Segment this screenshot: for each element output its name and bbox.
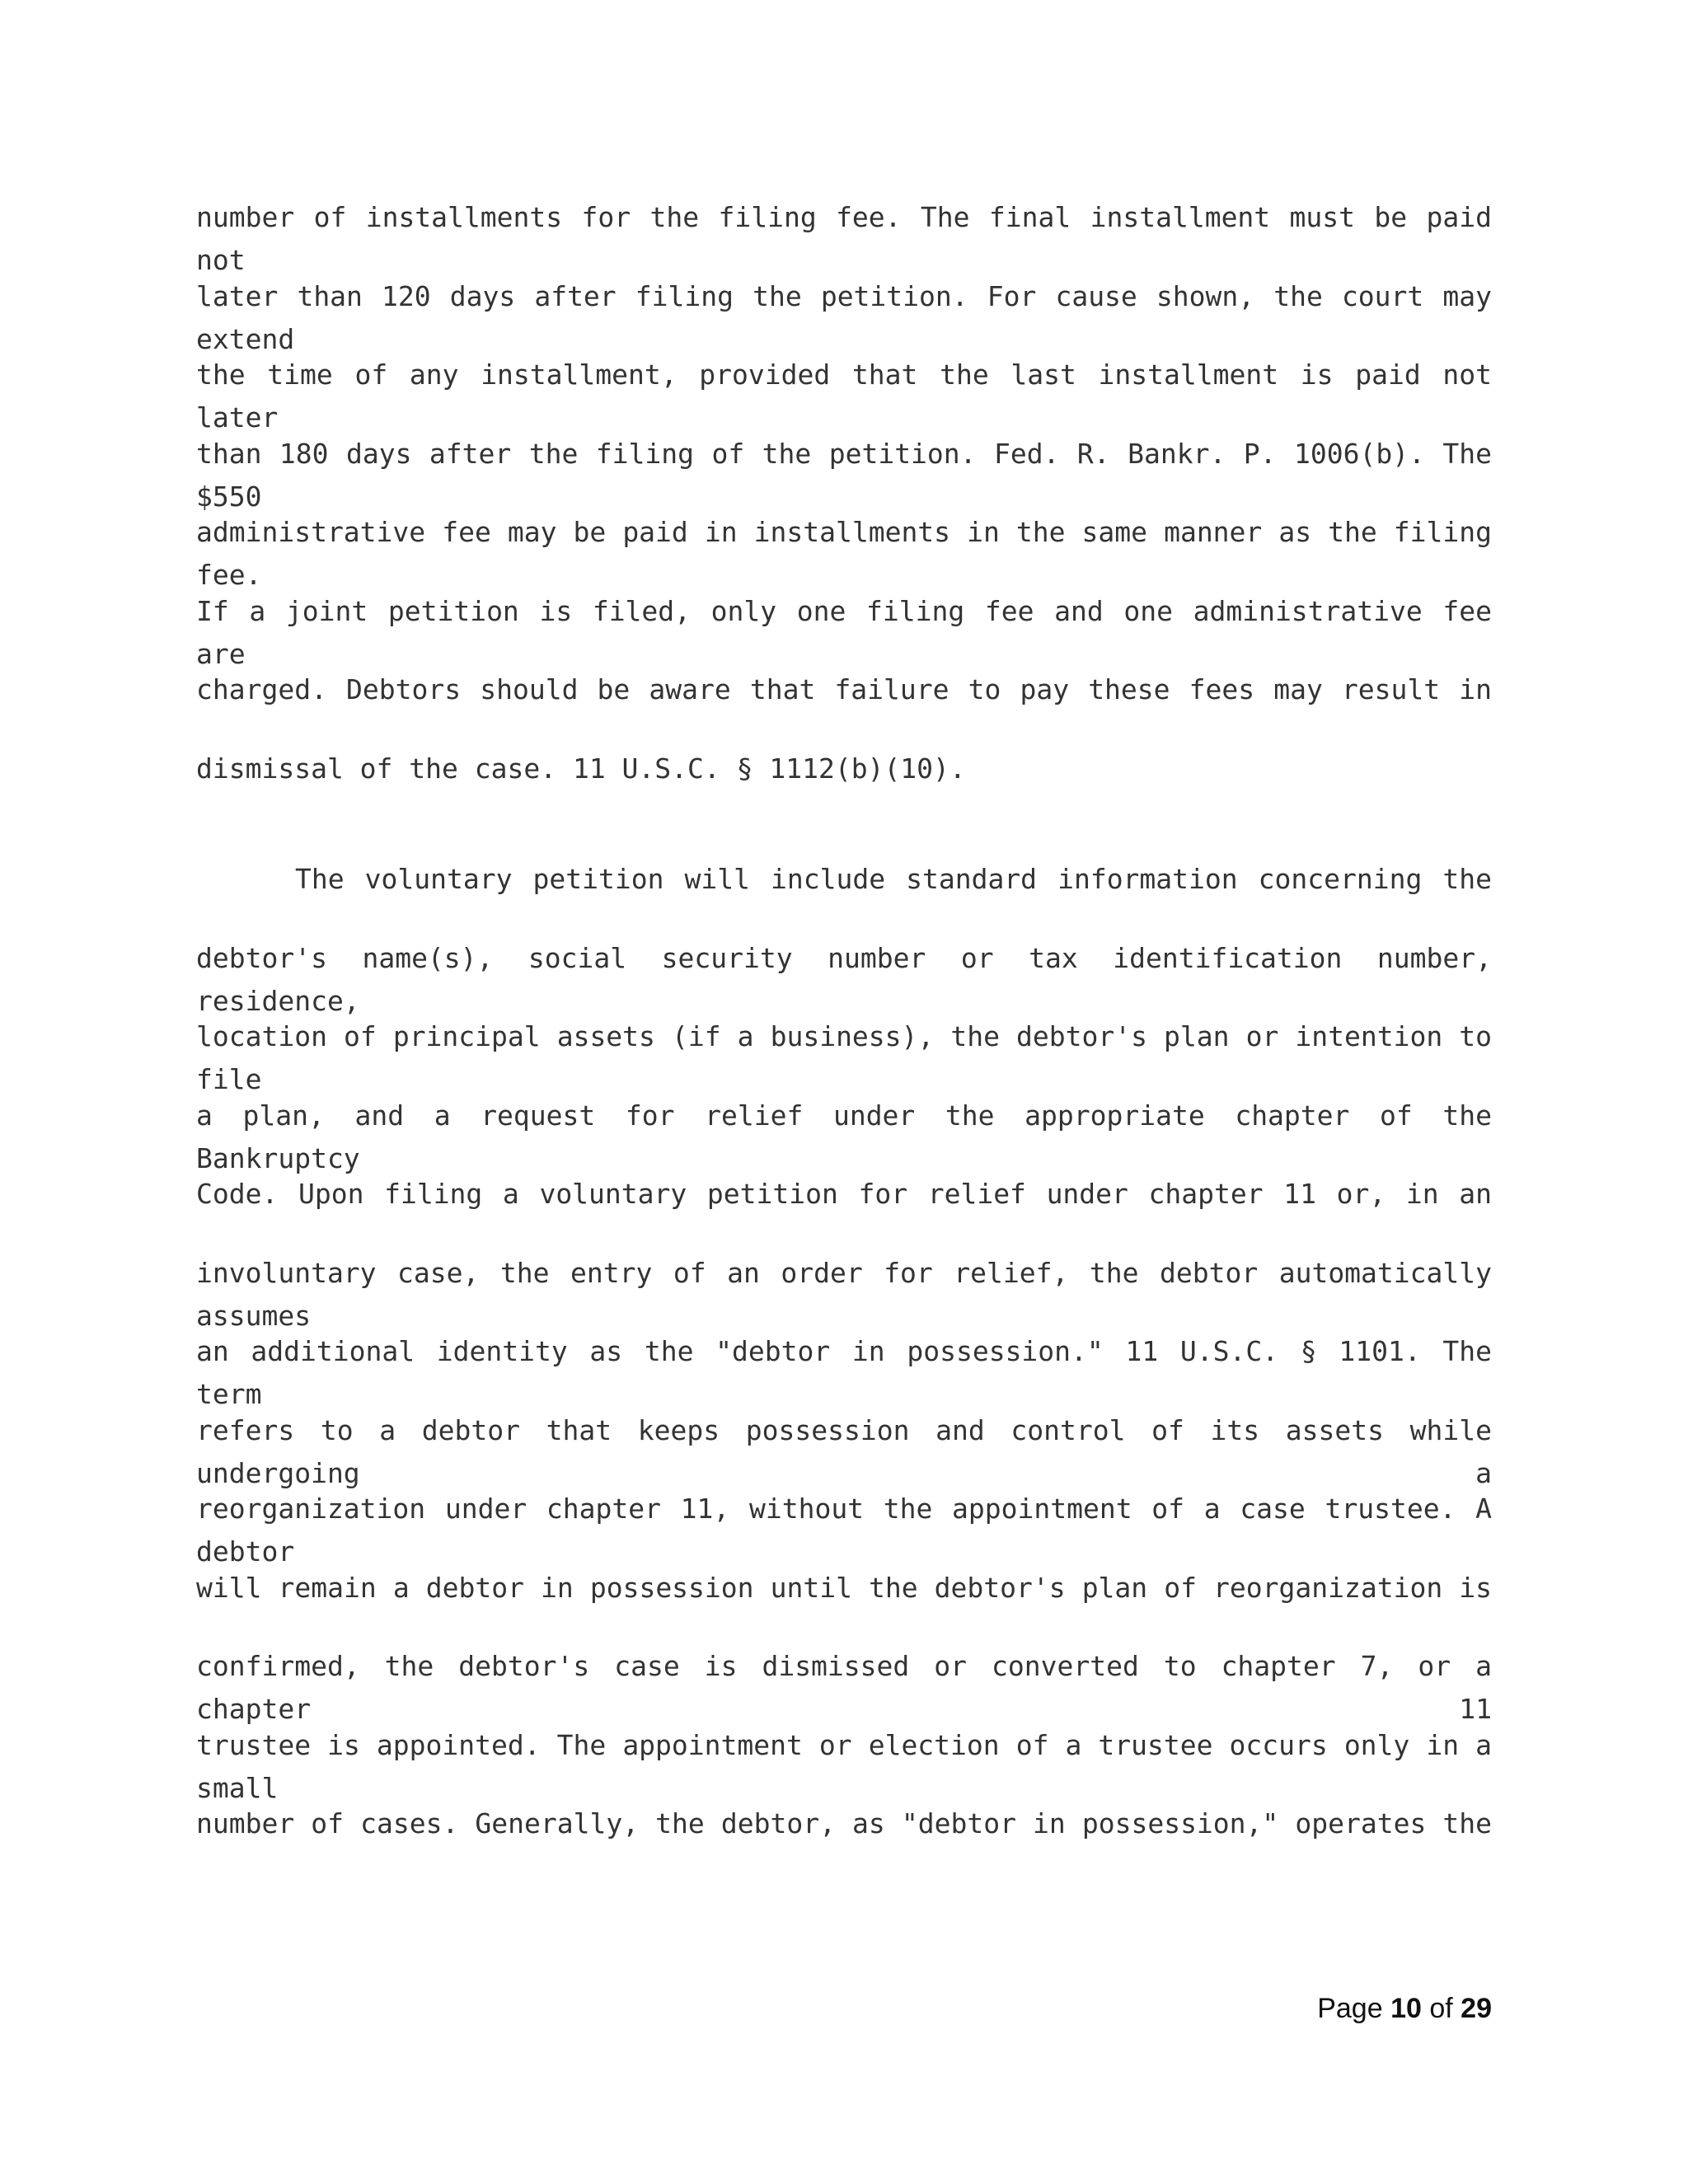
text-line: refers to a debtor that keeps possession and control of its assets while undergoing a <box>196 1413 1492 1489</box>
of-label: of <box>1429 1993 1453 2024</box>
text-line: Code. Upon filing a voluntary petition for relief under chapter 11 or, in an <box>196 1178 1492 1210</box>
paragraph-1 <box>196 196 1492 826</box>
text-line: an additional identity as the "debtor in possession." 11 U.S.C. § 1101. The term <box>196 1335 1492 1410</box>
text-line: involuntary case, the entry of an order for relief, the debtor automatically assumes <box>196 1256 1492 1332</box>
body-text <box>196 196 1492 1882</box>
text-line: number of installments for the filing fee. The final installment must be paid not <box>196 201 1492 276</box>
text-line: location of principal assets (if a business), the debtor's plan or intention to file <box>196 1020 1492 1095</box>
page-total: 29 <box>1461 1993 1492 2024</box>
text-line: charged. Debtors should be aware that failure to pay these fees may result in <box>196 673 1492 705</box>
text-line: reorganization under chapter 11, without the appointment of a case trustee. A debtor <box>196 1493 1492 1568</box>
text-line: confirmed, the debtor's case is dismissed or converted to chapter 7, or a chapter 11 <box>196 1650 1492 1725</box>
text-line: trustee is appointed. The appointment or election of a trustee occurs only in a small <box>196 1728 1492 1804</box>
text-line: later than 120 days after filing the petition. For cause shown, the court may extend <box>196 279 1492 355</box>
text-line: the time of any installment, provided that the last installment is paid not later <box>196 359 1492 434</box>
text-line: debtor's name(s), social security number or tax identification number, residence, <box>196 941 1492 1017</box>
text-line: a plan, and a request for relief under the appropriate chapter of the Bankruptcy <box>196 1099 1492 1174</box>
text-line: will remain a debtor in possession until the debtor's plan of reorganization is <box>196 1571 1492 1604</box>
text-line: The voluntary petition will include standard information concerning the <box>295 863 1492 895</box>
text-line: number of cases. Generally, the debtor, as "debtor in possession," operates the <box>196 1807 1492 1840</box>
page-footer <box>1317 1993 1492 2025</box>
text-line: than 180 days after the filing of the petition. Fed. R. Bankr. P. 1006(b). The $550 <box>196 437 1492 513</box>
text-line: If a joint petition is filed, only one filing fee and one administrative fee are <box>196 594 1492 670</box>
text-line: dismissal of the case. 11 U.S.C. § 1112(b)(10). <box>196 752 966 785</box>
paragraph-2 <box>196 858 1492 1882</box>
page-number: 10 <box>1390 1993 1422 2024</box>
page-label: Page <box>1317 1993 1383 2024</box>
text-line: administrative fee may be paid in installments in the same manner as the filing fee. <box>196 516 1492 591</box>
paragraph-spacer <box>196 826 1492 858</box>
